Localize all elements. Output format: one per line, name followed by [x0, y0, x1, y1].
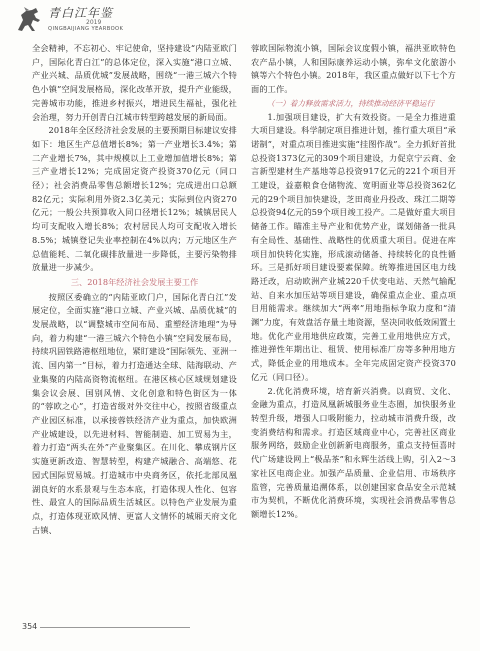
left-column	[32, 42, 237, 612]
paragraph: 2.优化消费环境，培育新兴消费。以商贸、文化、金融为重点，打造凤凰新城服务业生态圈，加快服务业转型升级，增强人口吸附能力，拉动城市消费升级，改变消费结构和需求。打造区域商业中心，完善社区商业服务网络，鼓励企业创新新电商服务，重点支持恒喜时代广场建设网上“极品茶”和永辉生活线上购，引入2～3家社区电商企业。加强产品质量、企业信用、市场秩序监管，完善质量追溯体系，以创建国家食品安全示范城市为契机，不断优化消费环境，实现社会消费品零售总额增长12%。	[251, 385, 456, 519]
paragraph: 蓉欧国际物流小镇，国际会议度假小镇，福洪亚欧特色农产品小镇，人和国际康养运动小镇，弥牟文化旅游小镇等六个特色小镇。2018年，我区重点做好以下七个方面的工作。	[251, 43, 456, 95]
section-heading: 三、2018年经济社会发展主要工作	[70, 276, 199, 287]
article-body	[32, 42, 456, 612]
subsection-heading: （一）着力释放需求活力，持续推动经济平稳运行	[267, 98, 435, 108]
page-header	[0, 0, 480, 40]
horse-icon	[14, 6, 44, 34]
page-number: 354	[22, 622, 38, 631]
paragraph: 按照区委确立的“内陆亚欧门户，国际化青白江”发展定位，全面实施“港口立城、产业兴城、品质优城”的发展战略，以“调整城市空间布局、重塑经济地理”为导向，着力构建“一港三城六个特色小镇”空间发展布局，持续巩固铁路港枢纽地位，紧盯建设“国际领先、亚洲一流、国内第一”目标，着力打造通达全球、陆海联动、产业集聚的内陆高资物流枢纽。在港区核心区域规划建设集会议会展、国别风情、文化创意和特色街区为一体的“蓉欧之心”，打造省级对外交往中心，按照省级重点产业园区标准，以承接蓉铁经济产业为重点，加快欧洲产业城建设，以先进材料、智能制造、加工贸易为主，着力打造“两头在外”产业聚集区。在川化、攀成钢片区实施更新改造、智慧转型，构建产城融合、高端悠、花园式国际贸易城。打造城市中央商务区，依托北部凤凰湖良好的水系景观与生态本底，打造体现人性化、包容性、最宜人的国际品质生活城区。以特色产业发展为重点，打造体现亚欧风情、更富人文情怀的城厢天府文化古镇、	[32, 291, 237, 535]
paragraph: 1.加强项目建设，扩大有效投资。一是全力推进重大项目建设。科学制定项目推进计划，推行重大项目“承诺制”，对重点项目推进实施“挂图作战”。全力抓好首批总投资1373亿元的309个项目建设，力促京宁云商、金言新型建材生产基地等总投资917亿元的221个项目开工建设，益嘉粮食仓储物流、宽明面业等总投资362亿元的29个项目加快建设，芝田商业丹投改、珠江二期等总投资94亿元的59个项目竣工投产。二是做好重大项目储备工作。瞄准主导产业和优势产业，谋划储备一批具有全局性、基础性、战略性的优质重大项目。促进在库项目加快转化实施，形成滚动储备、持续转化的良性循环。三是抓好项目建设要素保障。统筹推进国区电力线路迁改，启动欧洲产业城220千伏变电站、天然气输配站、自来水加压站等项目建设，确保重点企业、重点项目用能需求。继续加大“两率”用地指标争取力度和“清渊”力度，有效盘活存量土地资源，坚决同收低效闲置土地。优化产业用地供应政策，完善工业用地供应方式，推进弹性年期出让、租赁、使用标准厂房等多种用地方式，降低企业的用地成本。全年完成固定资产投资370亿元（同口径）。	[251, 111, 456, 382]
logo-title: 青白江年鉴	[48, 6, 114, 21]
logo-year: 2019	[86, 19, 102, 27]
right-column	[251, 42, 456, 612]
yearbook-logo	[14, 4, 134, 36]
paragraph: 2018年全区经济社会发展的主要预期目标建议安排如下：地区生产总值增长8%；第一产业增长3.4%；第二产业增长7%，其中规模以上工业增加值增长8%；第三产业增长12%；完成固定资产投资370亿元（同口径）；社会消费品零售总额增长12%；完成进出口总额82亿元；实际利用外资2.3亿美元；实际到位内资270亿元；一般公共预算收入同口径增长12%；城镇居民人均可支配收入增长8%；农村居民人均可支配收入增长8.5%；城镇登记失业率控制在4%以内；万元地区生产总值能耗、二氧化碳排放量进一步降低，主要污染物排放量进一步减少。	[32, 125, 237, 273]
paragraph: 全会精神，不忘初心、牢记使命，坚持建设“内陆亚欧门户，国际化青白江”的总体定位，深入实施“港口立城、产业兴城、品质优城”发展战略，围绕“一港三城六个特色小镇”空间发展格局，深化改革开放，提升产业能级，完善城市功能，推进乡村振兴，增进民生福祉，强化社会治理，努力开创青白江城市转型跨越发展的新局面。	[32, 43, 237, 122]
logo-english-title: QINGBAIJIANG YEARBOOK	[48, 26, 124, 33]
footer-divider	[40, 627, 190, 628]
